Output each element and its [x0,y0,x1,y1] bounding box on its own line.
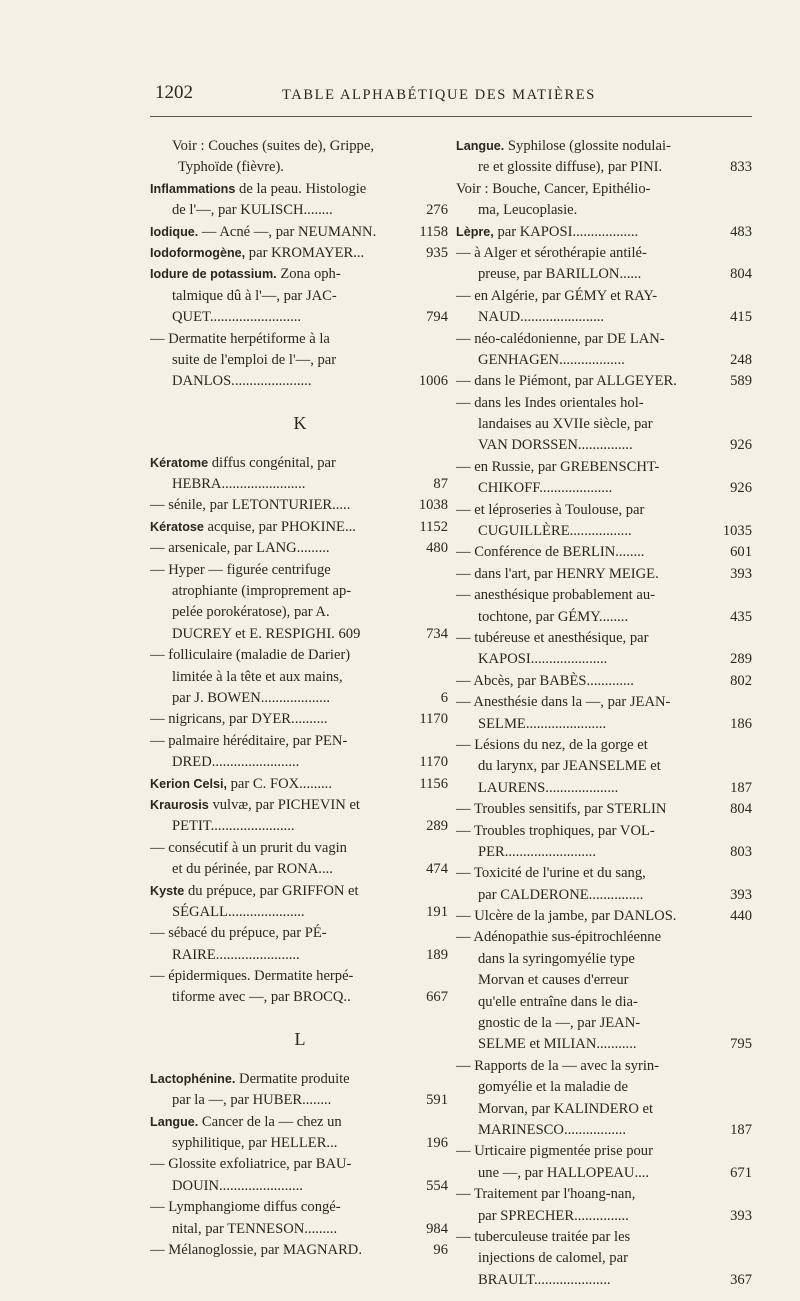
page-ref: 96 [430,1240,448,1261]
index-text: — Ulcère de la jambe, par DANLOS. [456,908,677,925]
page-ref: 189 [423,945,448,966]
index-headword: Iodique. [150,224,199,239]
index-text: par J. BOWEN................... [172,689,331,706]
index-text: GENHAGEN.................. [478,351,625,368]
running-header [0,82,800,112]
index-text: Morvan et causes d'erreur [478,972,629,989]
index-line [150,222,450,243]
index-line [456,414,754,435]
section-letter: K [293,412,307,433]
index-line [456,179,754,200]
index-text: une —, par HALLOPEAU.... [478,1164,650,1181]
page-ref: 393 [727,885,752,906]
index-line [456,799,754,820]
page-ref: 795 [727,1034,752,1055]
index-text: DUCREY et E. RESPIGHI. 609 [172,625,361,642]
index-text: par KROMAYER... [245,244,365,261]
index-line [456,735,754,756]
index-line [456,585,754,606]
index-text: — anesthésique probablement au- [456,587,655,604]
page-ref: 393 [727,564,752,585]
index-text: — Lymphangiome diffus congé- [150,1199,341,1216]
index-line [150,923,450,944]
index-text: et du périnée, par RONA.... [172,861,333,878]
index-text: nital, par TENNESON......... [172,1220,338,1237]
index-text: PETIT....................... [172,818,295,835]
index-text: — tuberculeuse traitée par les [456,1228,631,1245]
page-ref: 186 [727,714,752,735]
index-line [150,538,450,559]
index-line [150,1219,450,1240]
index-headword: Lèpre, [456,224,494,239]
index-line [456,264,754,285]
index-line [456,435,754,456]
index-text: — folliculaire (maladie de Darier) [150,647,351,664]
index-text: SÉGALL..................... [172,903,305,920]
index-line [150,645,450,666]
index-text: — Mélanoglossie, par MAGNARD. [150,1241,362,1258]
index-line [150,624,450,645]
page-ref: 554 [423,1176,448,1197]
index-text: — Adénopathie sus-épitrochléenne [456,929,662,946]
index-text: — et léproseries à Toulouse, par [456,501,645,518]
index-line [150,495,450,516]
index-text: par C. FOX......... [226,775,332,792]
index-line [456,1056,754,1077]
index-text: — Rapports de la — avec la syrin- [456,1057,660,1074]
index-text: acquise, par PHOKINE... [203,518,356,535]
index-line [150,560,450,581]
index-text: preuse, par BARILLON...... [478,266,642,283]
index-line [150,966,450,987]
index-text: suite de l'emploi de l'—, par [172,351,337,368]
index-text: SELME...................... [478,715,607,732]
page-ref: 1158 [416,222,448,243]
page-ref: 474 [423,859,448,880]
index-text: — Abcès, par BABÈS............. [456,672,634,689]
index-text: — à Alger et sérothérapie antilé- [456,244,647,261]
page-ref: 926 [727,478,752,499]
page-ref: 734 [423,624,448,645]
index-text: — dans le Piémont, par ALLGEYER. [456,373,677,390]
section-letter: L [294,1028,306,1049]
index-line [456,243,754,264]
index-text: Syphilose (glossite nodulai- [504,138,671,154]
index-text: — sénile, par LETONTURIER..... [150,497,351,514]
index-text: limitée à la tête et aux mains, [172,668,343,685]
index-line [456,1034,754,1055]
index-line [150,307,450,328]
index-line [150,1154,450,1175]
index-headword: Iodure de potassium. [150,267,277,282]
page-ref: 187 [727,778,752,799]
page-ref: 289 [727,649,752,670]
index-line [150,200,450,221]
page-ref: 803 [727,842,752,863]
page-ref: 393 [727,1206,752,1227]
index-line [456,1163,754,1184]
index-headword: Langue. [456,139,505,153]
index-line [150,1176,450,1197]
index-line [150,902,450,923]
index-line [150,371,450,392]
page-ref: 367 [727,1270,752,1291]
index-text: Dermatite produite [235,1070,350,1087]
index-text: CUGUILLÈRE................. [478,523,632,540]
index-text: HEBRA....................... [172,476,306,493]
page-ref: 1170 [416,709,448,730]
index-headword: Kraurosis [150,797,209,812]
index-line [150,1240,450,1261]
index-line [456,1120,754,1141]
index-text: BRAULT..................... [478,1271,611,1288]
index-line [150,1090,450,1111]
page-ref: 289 [423,816,448,837]
index-line [150,1197,450,1218]
page-ref: 1170 [416,752,448,773]
index-text: — consécutif à un prurit du vagin [150,839,347,856]
index-line [150,731,450,752]
index-line [456,371,754,392]
index-line [456,157,754,178]
index-text: du prépuce, par GRIFFON et [184,882,359,899]
index-line [456,1248,754,1269]
index-text: par CALDERONE............... [478,886,644,903]
index-text: par la —, par HUBER........ [172,1092,332,1109]
page-ref: 87 [430,474,448,495]
index-text: talmique dû à l'—, par JAC- [172,287,337,304]
index-line [456,393,754,414]
index-line [456,222,754,243]
index-text: — dans les Indes orientales hol- [456,394,644,411]
page-ref: 191 [423,902,448,923]
index-line [456,649,754,670]
index-text: — Traitement par l'hoang-nan, [456,1186,636,1203]
index-text: landaises au XVIIe siècle, par [478,416,653,433]
page-ref: 833 [727,157,752,178]
index-headword: Lactophénine. [150,1071,236,1086]
index-line [456,329,754,350]
index-line [456,778,754,799]
index-text: — Glossite exfoliatrice, par BAU- [150,1156,352,1173]
index-line [150,157,450,178]
index-line [150,752,450,773]
page-ref: 480 [423,538,448,559]
index-line [456,1013,754,1034]
index-line [456,478,754,499]
index-text: pelée porokératose), par A. [172,604,330,621]
index-text: — arsenicale, par LANG......... [150,540,330,557]
index-line [150,453,450,474]
index-headword: Inflammations [150,181,236,196]
index-text: DOUIN....................... [172,1177,303,1194]
index-text: re et glossite diffuse), par PINI. [478,159,663,176]
index-headword: Kyste [150,883,185,898]
page-ref: 589 [727,371,752,392]
page-ref: 601 [727,542,752,563]
index-column-left [150,136,450,1261]
index-line [456,692,754,713]
index-line [456,628,754,649]
index-line [456,885,754,906]
page-ref: 1035 [720,521,752,542]
index-line [456,992,754,1013]
index-text: diffus congénital, par [208,454,336,471]
running-title: TABLE ALPHABÉTIQUE DES MATIÈRES [282,87,596,103]
index-line [150,136,450,157]
page-ref: 415 [727,307,752,328]
page-ref: 1006 [416,371,448,392]
index-text: — Conférence de BERLIN........ [456,544,645,561]
page-ref: 671 [727,1163,752,1184]
index-line [456,714,754,735]
index-text: — Lésions du nez, de la gorge et [456,736,648,753]
index-text: — Troubles sensitifs, par STERLIN [456,801,667,818]
index-text: tochtone, par GÉMY........ [478,608,629,625]
index-text: gomyélie et la maladie de [478,1079,628,1096]
index-text: par KAPOSI.................. [493,223,639,240]
index-text: — nigricans, par DYER.......... [150,711,328,728]
index-line [456,1206,754,1227]
page-ref: 802 [727,671,752,692]
index-line [456,542,754,563]
index-text: Zona oph- [276,266,341,283]
index-text: dans la syringomyélie type [478,950,635,967]
index-text: QUET......................... [172,309,302,326]
page-ref: 804 [727,799,752,820]
index-line [150,1112,450,1133]
index-line [456,906,754,927]
index-text: VAN DORSSEN............... [478,437,633,454]
index-text: — Anesthésie dans la —, par JEAN- [456,694,671,711]
page-ref: 1152 [416,517,448,538]
index-text: — dans l'art, par HENRY MEIGE. [456,565,659,582]
index-line [150,688,450,709]
index-line [150,1133,450,1154]
page-ref: 276 [423,200,448,221]
index-line [150,667,450,688]
index-headword: Langue. [150,1114,199,1129]
page-ref: 667 [423,987,448,1008]
index-line [150,179,450,200]
index-text: de l'—, par KULISCH........ [172,202,333,219]
index-line [456,307,754,328]
index-text: du larynx, par JEANSELME et [478,758,661,775]
index-line [150,838,450,859]
index-line [150,795,450,816]
page-ref: 248 [727,350,752,371]
index-text: LAURENS.................... [478,779,619,796]
index-headword: Kerion Celsi, [150,776,227,791]
index-line [456,521,754,542]
index-line [456,350,754,371]
page-ref: 440 [727,906,752,927]
index-line [150,474,450,495]
index-line [456,200,754,221]
index-line [150,1069,450,1090]
index-text: tiforme avec —, par BROCQ.. [172,989,351,1006]
index-text: Cancer de la — chez un [198,1113,342,1130]
index-line [456,821,754,842]
index-line [456,1184,754,1205]
index-text: Morvan, par KALINDERO et [478,1100,654,1117]
index-line [456,756,754,777]
index-text: — Toxicité de l'urine et du sang, [456,865,646,882]
index-text: MARINESCO................. [478,1121,626,1138]
index-text: — sébacé du prépuce, par PÉ- [150,925,327,942]
index-text: syphilitique, par HELLER... [172,1135,338,1152]
page-ref: 591 [423,1090,448,1111]
index-line [150,881,450,902]
index-line [456,607,754,628]
index-line [456,970,754,991]
index-headword: Iodoformogène, [150,245,246,260]
index-text: Voir : Bouche, Cancer, Epithélio- [456,180,651,197]
index-text: — Dermatite herpétiforme à la [150,330,330,347]
index-text: — néo-calédonienne, par DE LAN- [456,330,665,347]
index-line [150,709,450,730]
page-ref: 1156 [416,774,448,795]
index-text: vulvæ, par PICHEVIN et [208,796,360,813]
index-column-right [456,136,754,1291]
index-line [150,816,450,837]
page-ref: 935 [423,243,448,264]
index-line [150,987,450,1008]
index-line [150,859,450,880]
index-text: KAPOSI..................... [478,651,608,668]
index-line [456,1099,754,1120]
page-ref: 1038 [416,495,448,516]
index-text: DRED........................ [172,754,300,771]
page-ref: 6 [438,688,448,709]
page-ref: 984 [423,1219,448,1240]
index-text: — Hyper — figurée centrifuge [150,561,331,578]
index-line [456,927,754,948]
index-line [150,286,450,307]
page-ref: 804 [727,264,752,285]
index-headword: Kératose [150,519,204,534]
index-text: CHIKOFF.................... [478,480,613,497]
index-line [456,500,754,521]
index-text: — palmaire héréditaire, par PEN- [150,732,348,749]
index-text: — Urticaire pigmentée prise pour [456,1143,653,1160]
header-rule [150,116,752,117]
index-line [456,1270,754,1291]
index-line [150,264,450,285]
index-line [456,457,754,478]
index-text: PER......................... [478,843,596,860]
index-text: — Troubles trophiques, par VOL- [456,822,655,839]
index-text: — en Russie, par GREBENSCHT- [456,458,660,475]
index-text: SELME et MILIAN........... [478,1036,637,1053]
page-ref: 483 [727,222,752,243]
index-line [456,863,754,884]
index-line [150,581,450,602]
index-text: Voir : Couches (suites de), Grippe, [172,138,374,154]
index-line [456,564,754,585]
index-line [150,517,450,538]
index-line [456,949,754,970]
index-line [150,945,450,966]
index-text: — tubéreuse et anesthésique, par [456,629,649,646]
index-text: injections de calomel, par [478,1250,628,1267]
index-line [456,1227,754,1248]
index-text: de la peau. Histologie [235,180,367,197]
index-text: RAIRE....................... [172,946,300,963]
page-number: 1202 [155,82,193,103]
index-text: qu'elle entraîne dans le dia- [478,993,638,1010]
index-text: — en Algérie, par GÉMY et RAY- [456,287,658,304]
index-line [150,774,450,795]
index-line [150,329,450,350]
index-text: NAUD....................... [478,309,605,326]
index-line [456,842,754,863]
index-line [456,286,754,307]
page-ref: 196 [423,1133,448,1154]
page-ref: 187 [727,1120,752,1141]
index-text: — Acné —, par NEUMANN. [198,223,377,240]
index-headword: Kératome [150,455,209,470]
index-line [456,1141,754,1162]
index-line [150,243,450,264]
index-text: gnostic de la —, par JEAN- [478,1015,641,1032]
index-text: atrophiante (improprement ap- [172,583,352,600]
index-text: DANLOS...................... [172,373,312,390]
index-line [150,350,450,371]
page-ref: 435 [727,607,752,628]
index-line [150,602,450,623]
index-line [456,671,754,692]
index-text: — épidermiques. Dermatite herpé- [150,968,354,985]
page-ref: 926 [727,435,752,456]
page-ref: 794 [423,307,448,328]
index-text: par SPRECHER............... [478,1207,629,1224]
index-text: Typhoïde (fièvre). [178,159,284,176]
index-line [456,1077,754,1098]
index-line [456,136,754,157]
index-text: ma, Leucoplasie. [478,202,578,219]
